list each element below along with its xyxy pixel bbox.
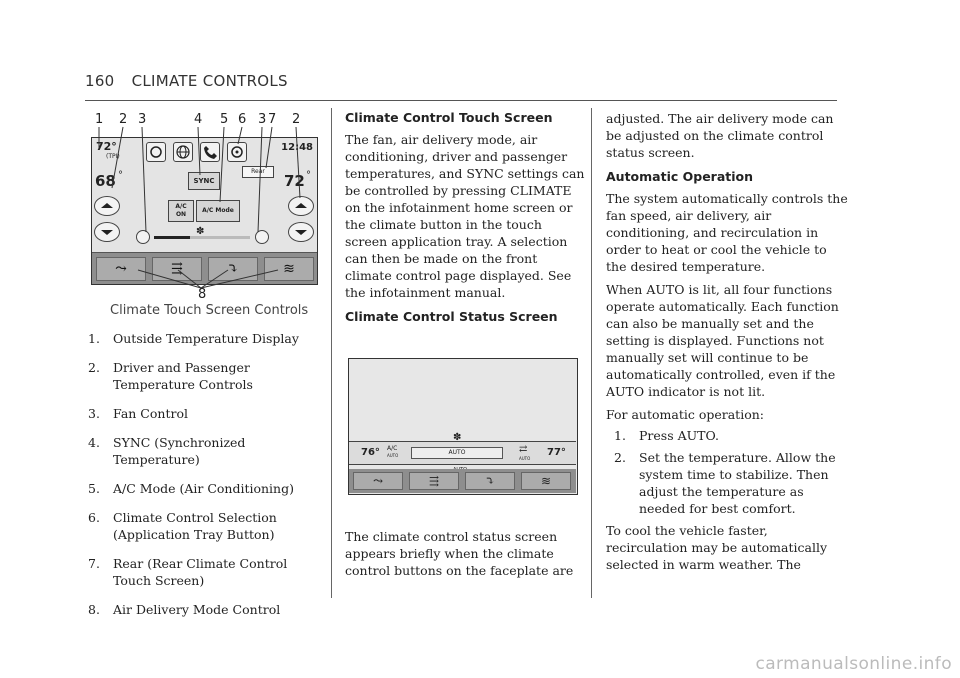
app-tray <box>146 142 266 164</box>
air-delivery-defog-button[interactable]: ≋ <box>521 472 571 490</box>
fan-level-bar <box>411 447 503 459</box>
air-delivery-defog-button[interactable]: ≋ <box>264 257 314 281</box>
ac-on-label: ON <box>175 211 187 218</box>
sync-button[interactable] <box>188 172 220 190</box>
status-screen-figure <box>348 358 578 498</box>
air-delivery-bilevel-button[interactable]: ⇶ <box>409 472 459 490</box>
arrow-up-icon <box>289 197 313 215</box>
fan-down-button[interactable] <box>136 230 150 244</box>
clock: 12:48 <box>281 142 313 153</box>
legend-item: 4. SYNC (Synchronized Temperature) <box>88 435 246 467</box>
callout-4: 4 <box>194 112 203 127</box>
column-2 <box>345 110 585 324</box>
ac-mode-label: A/C Mode <box>202 207 234 214</box>
callout-7: 7 <box>268 112 277 127</box>
legend-item: 6. Climate Control Selection (Application Tray Button) <box>88 510 277 542</box>
ac-mode-button[interactable] <box>196 200 240 222</box>
column-divider <box>331 108 332 598</box>
page-number: 160 <box>85 72 115 90</box>
callout-3: 3 <box>138 112 147 127</box>
paragraph: adjusted. The air delivery mode can be adjusted on the climate control status screen. <box>606 111 834 160</box>
arrow-down-icon <box>95 223 119 241</box>
ac-label: A/C <box>387 445 398 452</box>
fan-up-button[interactable] <box>255 230 269 244</box>
air-delivery-tray <box>349 469 576 493</box>
figure-caption: Climate Touch Screen Controls <box>110 303 309 318</box>
recirc-sub-label: AUTO <box>519 456 531 461</box>
arrow-down-icon <box>289 223 313 241</box>
callout-1: 1 <box>95 112 104 127</box>
page-header <box>85 72 288 90</box>
driver-temp-unit: ° <box>118 170 123 181</box>
fan-icon: ✽ <box>453 432 462 443</box>
callout-3b: 3 <box>258 112 267 127</box>
right-temp: 77° <box>547 447 566 458</box>
ac-sub-label: AUTO <box>387 453 399 458</box>
sync-label: SYNC <box>193 177 215 185</box>
climate-app-icon[interactable] <box>227 142 247 162</box>
status-screen-illustration <box>348 358 578 495</box>
legend-list <box>88 330 318 630</box>
column-divider <box>591 108 592 598</box>
auto-label: AUTO <box>448 449 466 456</box>
legend-item: 3. Fan Control <box>88 406 188 421</box>
steps-list <box>606 427 851 517</box>
ac-label: A/C <box>175 203 187 210</box>
paragraph: For automatic operation: <box>606 407 764 422</box>
air-delivery-bilevel-button[interactable]: ⇶ <box>152 257 202 281</box>
legend-item: 7. Rear (Rear Climate Control Touch Screen) <box>88 556 288 588</box>
air-delivery-tray <box>92 252 318 285</box>
callout-5: 5 <box>220 112 229 127</box>
paragraph: When AUTO is lit, all four functions operate automatically. Each function can also be manually set and the setting is displayed. Functions not manually set will continue to be automatically controlled, even if the AUTO indicator is not lit. <box>606 282 839 399</box>
paragraph-status: The climate control status screen appears briefly when the climate control buttons on the faceplate are <box>345 529 574 578</box>
section-title: CLIMATE CONTROLS <box>131 72 288 90</box>
left-temp: 76° <box>361 447 380 458</box>
ac-button[interactable] <box>168 200 194 222</box>
heading-touch-screen: Climate Control Touch Screen <box>345 110 553 125</box>
passenger-temp: 72 <box>284 172 305 190</box>
passenger-temp-up-button[interactable] <box>288 196 314 216</box>
watermark: carmanualsonline.info <box>755 654 952 674</box>
heading-automatic-operation: Automatic Operation <box>606 169 754 184</box>
heading-status-screen: Climate Control Status Screen <box>345 309 558 324</box>
callout-2b: 2 <box>292 112 301 127</box>
paragraph: The fan, air delivery mode, air conditioning, driver and passenger temperatures, and SYNC settings can be controlled by pressing CLIMATE on the infotainment home screen or the climate button in the touch screen application tray. A selection can then be made on the front climate control page displayed. See the infotainment manual. <box>345 132 585 300</box>
header-rule <box>85 100 837 101</box>
air-delivery-vent-button[interactable]: ⤳ <box>353 472 403 490</box>
globe-app-icon[interactable] <box>173 142 193 162</box>
step-item: 2. Set the temperature. Allow the system time to stabilize. Then adjust the temperature as needed for best comfort. <box>614 450 836 516</box>
step-item: 1. Press AUTO. <box>614 428 719 443</box>
paragraph: To cool the vehicle faster, recirculation may be automatically selected in warm weather. The <box>606 523 828 572</box>
fan-icon: ✽ <box>196 226 205 237</box>
climate-touch-screen-figure <box>88 110 320 304</box>
fan-bar-fill <box>154 236 190 239</box>
touch-screen-illustration <box>91 137 318 285</box>
arrow-up-icon <box>95 197 119 215</box>
paragraph: The system automatically controls the fan speed, air delivery, air conditioning, and recirculation in order to heat or cool the vehicle to the desired temperature. <box>606 191 848 274</box>
legend-item: 1. Outside Temperature Display <box>88 331 299 346</box>
tpi-label: (TPI) <box>106 153 120 160</box>
air-delivery-floor-button[interactable]: ⤵ <box>465 472 515 490</box>
air-delivery-vent-button[interactable]: ⤳ <box>96 257 146 281</box>
driver-temp-up-button[interactable] <box>94 196 120 216</box>
nav-app-icon[interactable] <box>146 142 166 162</box>
status-bar <box>349 432 576 465</box>
outside-temp: 72° <box>96 140 117 153</box>
legend-item: 5. A/C Mode (Air Conditioning) <box>88 481 294 496</box>
passenger-temp-down-button[interactable] <box>288 222 314 242</box>
callout-2: 2 <box>119 112 128 127</box>
rear-button[interactable] <box>242 166 274 178</box>
callout-8: 8 <box>198 287 207 302</box>
driver-temp: 68 <box>95 172 116 190</box>
passenger-temp-unit: ° <box>306 170 311 181</box>
air-delivery-floor-button[interactable]: ⤵ <box>208 257 258 281</box>
rear-label: Rear <box>251 168 265 175</box>
recirc-icon: ⇄ <box>519 444 528 455</box>
phone-app-icon[interactable] <box>200 142 220 162</box>
column-3 <box>606 110 851 573</box>
legend-item: 2. Driver and Passenger Temperature Controls <box>88 360 253 392</box>
callout-6: 6 <box>238 112 247 127</box>
legend-item: 8. Air Delivery Mode Control <box>88 602 281 617</box>
driver-temp-down-button[interactable] <box>94 222 120 242</box>
